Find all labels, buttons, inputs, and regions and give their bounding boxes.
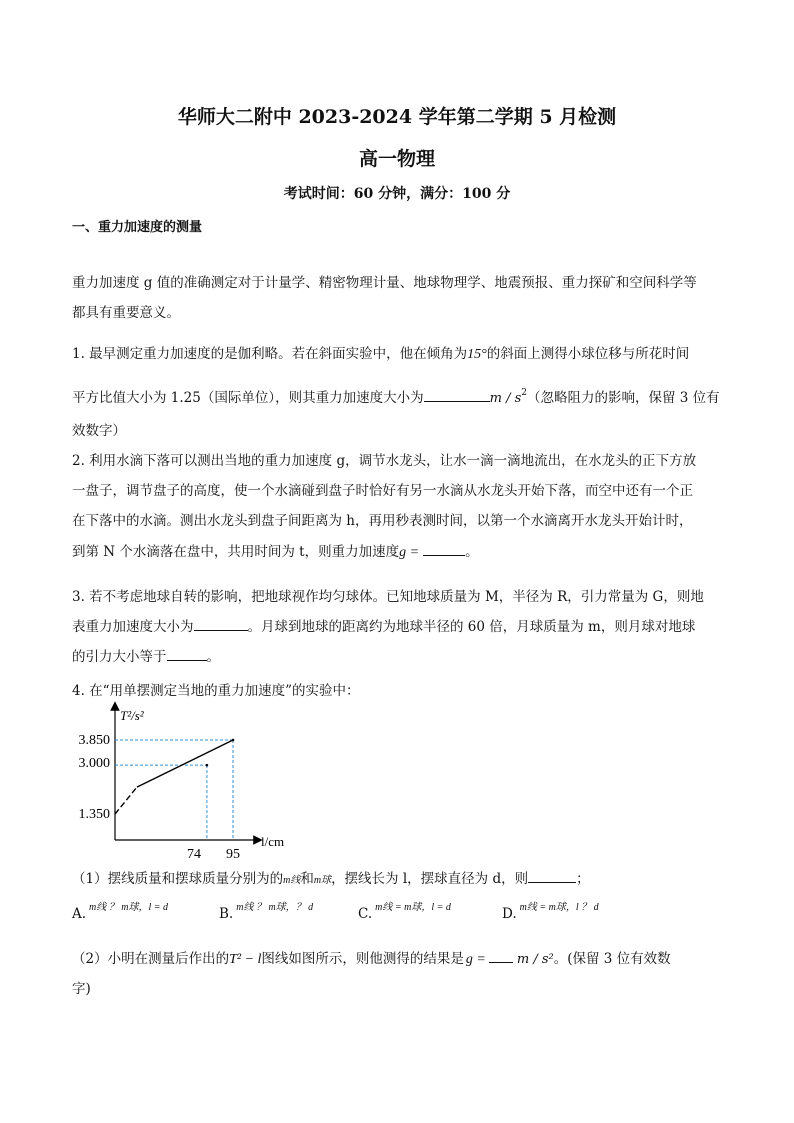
m-line-symbol: m线 <box>283 875 301 886</box>
q4-options <box>72 900 727 926</box>
option-a[interactable]: A. $^{m线 ? m球,l = d}$ <box>72 902 169 922</box>
y-tick-label: 3.850 <box>78 733 110 748</box>
data-line <box>137 740 233 787</box>
subject-title: 高一物理 <box>358 148 435 170</box>
angle-value: 15° <box>467 347 487 362</box>
extrapolated-line <box>115 787 137 814</box>
question-4-part-1: （1）摆线质量和摆球质量分别为的m线和m球，摆线长为 l，摆球直径为 d，则 ； <box>72 864 727 896</box>
q3-answer-blank-1[interactable] <box>194 616 248 631</box>
g-equals: g = <box>399 545 420 560</box>
t2-l-chart <box>68 700 298 860</box>
intro-paragraph <box>72 268 727 328</box>
paper-title: 华师大二附中 2023-2024 学年第二学期 5 月检测 <box>177 106 617 128</box>
question-2: 2. 利用水滴下落可以测出当地的重力加速度 g，调节水龙头，让水一滴一滴地流出，在水龙头的正下方放 一盘子，调节盘子的高度，使一个水滴碰到盘子时恰好有另一水滴从水龙头开始下落，而空中还有一个正 在下落中的水滴。测出水龙头到盘子间距离为 h，再用秒表测时间，以第一个水滴离开水龙头开始计时， 到第 N 个水滴落在盘中，共用时间为 t，则重力加速度g = 。 <box>72 453 697 560</box>
section-heading: 一、重力加速度的测量 <box>72 220 203 235</box>
y-tick-label: 3.000 <box>78 756 110 771</box>
exam-info: 考试时间：60 分钟，满分：100 分 <box>283 186 511 202</box>
x-tick-label: 74 <box>187 847 201 860</box>
q4-2-answer-blank[interactable] <box>489 948 513 963</box>
q1-answer-blank[interactable] <box>424 387 490 402</box>
graph-name: T² − l <box>229 952 262 967</box>
option-b[interactable]: B. $^{m线 ? m球,? d}$ <box>219 902 314 922</box>
option-c[interactable]: C. $^{m线 = m球,l = d}$ <box>358 902 451 922</box>
option-d[interactable]: D. $^{m线 = m球,l ? d}$ <box>502 902 599 922</box>
y-tick-label: 1.350 <box>78 807 110 822</box>
data-point-1 <box>232 739 235 742</box>
y-axis-label: T²/s² <box>120 708 144 723</box>
q2-answer-blank[interactable] <box>423 541 465 556</box>
data-point-0 <box>206 764 209 767</box>
q4-2-unit: m / s² <box>516 952 554 967</box>
q4-1-answer-blank[interactable] <box>528 868 576 883</box>
question-3: 3. 若不考虑地球自转的影响，把地球视作均匀球体。已知地球质量为 M，半径为 R，引力常量为 G，则地 表重力加速度大小为 。月球到地球的距离约为地球半径的 60 倍，月球质量为 m，则月球对地球 的引力大小等于 。 <box>72 589 704 665</box>
question-4-intro: 4. 在“用单摆测定当地的重力加速度”的实验中： <box>72 683 360 699</box>
question-4-part-2: （2）小明在测量后作出的T² − l图线如图所示，则他测得的结果是 g = m / s²。(保留 3 位有效数 字) <box>72 944 727 1003</box>
x-axis-label: l/cm <box>261 834 285 849</box>
intro-line-2: 都具有重要意义。 <box>72 305 180 321</box>
q1-unit: m / s <box>489 391 522 406</box>
question-1: 1. 最早测定重力加速度的是伽利略。若在斜面实验中，他在倾角为15°的斜面上测得小球位移与所花时间 平方比值大小为 1.25（国际单位），则其重力加速度大小为 m / $s^2$（忽略阻力的影响，保留 3 位有 效数字） <box>72 346 720 439</box>
q3-answer-blank-2[interactable] <box>167 646 207 661</box>
x-tick-label: 95 <box>226 847 240 860</box>
m-ball-symbol: m球 <box>313 875 332 886</box>
intro-line-1: 重力加速度 g 值的准确测定对于计量学、精密物理计量、地球物理学、地震预报、重力探矿和空间科学等 <box>72 275 697 291</box>
